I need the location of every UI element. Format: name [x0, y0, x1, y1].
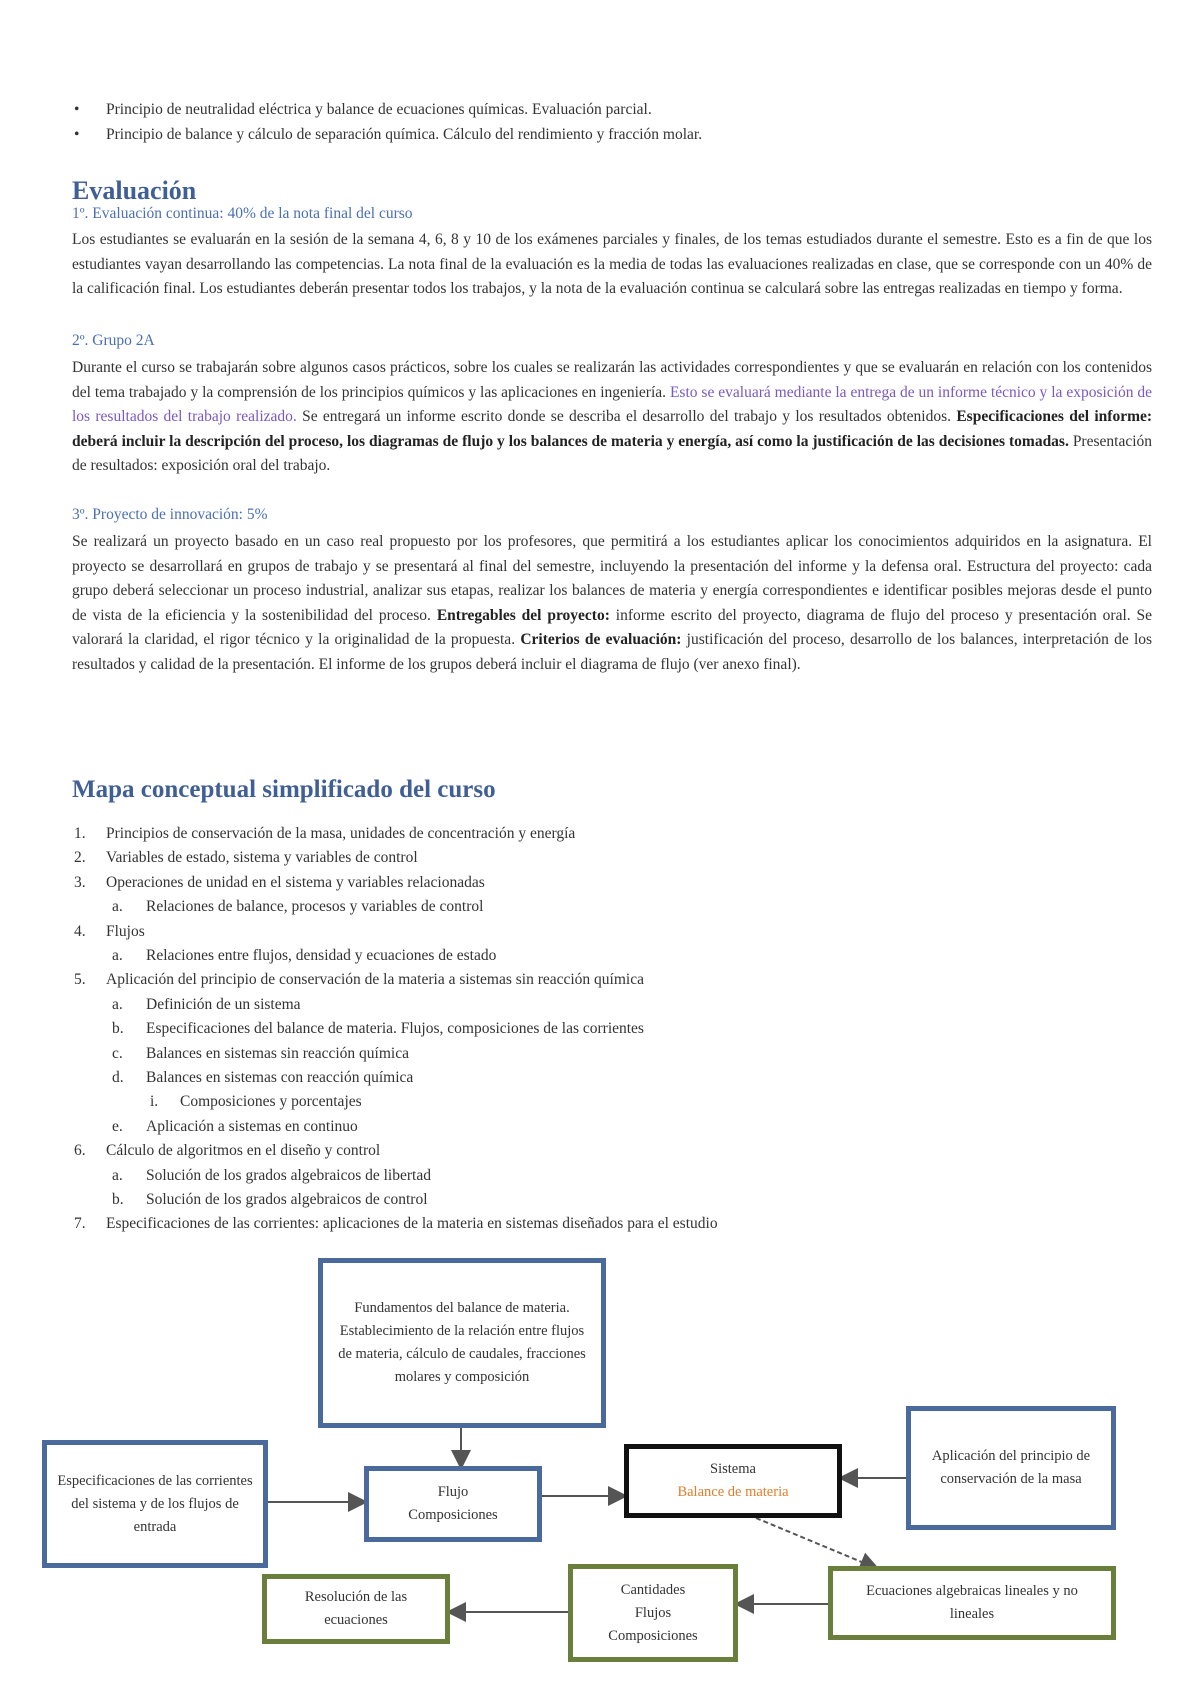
outline-item-text: Variables de estado, sistema y variables de control [106, 849, 418, 867]
outline-item-text: Solución de los grados algebraicos de control [146, 1191, 428, 1208]
node-label: Especificaciones de las corrientes del sistema y de los flujos de entrada [57, 1472, 253, 1535]
subheading-proyecto: 3º. Proyecto de innovación: 5% [72, 506, 268, 523]
outline-item-text: Relaciones entre flujos, densidad y ecuaciones de estado [146, 947, 497, 964]
subheading-grupo: 2º. Grupo 2A [72, 332, 155, 349]
bullet-text: Principio de neutralidad eléctrica y balance de ecuaciones químicas. Evaluación parcial. [106, 101, 652, 118]
outline-item-text: Balances en sistemas con reacción química [146, 1069, 414, 1086]
outline-item-text: Cálculo de algoritmos en el diseño y control [106, 1142, 381, 1160]
outline-item-number: e. [112, 1117, 123, 1135]
outline-item-text: Flujos [106, 922, 145, 940]
outline-item-number: 2. [74, 849, 86, 867]
concept-node-fundamentos [318, 1258, 606, 1428]
outline-item-text: Especificaciones del balance de materia. Flujos, composiciones de las corrientes [146, 1020, 644, 1038]
outline-item-number: a. [112, 1166, 123, 1184]
outline-item-text: Definición de un sistema [146, 995, 301, 1013]
proyecto-label-entregables: Entregables del proyecto: [436, 606, 610, 624]
paragraph-evaluacion-continua: Los estudiantes se evaluarán en la sesión de la semana 4, 6, 8 y 10 de los exámenes parciales y finales, de los temas estudiados durante el semestre. Esto es a fin de que los estudiantes vayan desarrollando las competencias. La nota final de la evaluación es la media de todas las evaluaciones realizadas en clase, que se corresponde con un 40% de la calificación final. Los estudiantes deberán presentar todos los trabajos, y la nota de la evaluación continua se calculará sobre las entregas realizadas en tiempo y forma. [72, 231, 1152, 297]
bullet: • [74, 101, 80, 118]
outline-item-number: 4. [74, 922, 86, 940]
concept-node-ecuaciones [828, 1566, 1116, 1640]
bullet-text: Principio de balance y cálculo de separación química. Cálculo del rendimiento y fracción molar. [106, 126, 703, 143]
outline-item-number: a. [112, 947, 123, 964]
grupo-strong: Especificaciones del informe: deberá incluir la descripción del proceso, los diagramas de flujo y los balances de materia y energía, así como la justificación de las decisiones tomadas. [72, 408, 1152, 450]
outline-item-number: d. [112, 1069, 124, 1086]
outline-item-number: 1. [74, 825, 86, 842]
proyecto-label-criterios: Criterios de evaluación: [520, 631, 682, 648]
outline-item-number: c. [112, 1044, 123, 1062]
bullet: • [74, 126, 80, 143]
grupo-text-2: Se entregará un informe escrito donde se describa el desarrollo del trabajo y los resultados obtenidos. [302, 408, 952, 425]
outline-item-text: Relaciones de balance, procesos y variables de control [146, 898, 484, 916]
outline-item-text: Solución de los grados algebraicos de libertad [146, 1166, 431, 1184]
node-label: Flujo [437, 1484, 469, 1500]
node-label: Sistema [710, 1461, 756, 1477]
proyecto-text-3: informe escrito del proyecto, diagrama de flujo del proceso y presentación oral. Se valorará la claridad, el rigor técnico y la originalidad de la propuesta. [72, 606, 1152, 648]
outline-item-number: 5. [74, 971, 86, 989]
concept-node-especificaciones [42, 1440, 268, 1568]
section-heading-mapa: Mapa conceptual simplificado del curso [72, 776, 496, 803]
grupo-text: Durante el curso se trabajarán sobre algunos casos prácticos, sobre los cuales se realizarán las actividades correspondientes y que se evaluarán en relación con los contenidos del tema trabajado y la comprensión de los principios químicos y las aplicaciones en ingeniería. [72, 359, 1152, 401]
node-label: Ecuaciones algebraicas lineales y no lineales [866, 1583, 1078, 1622]
subheading-evaluacion-continua: 1º. Evaluación continua: 40% de la nota final del curso [72, 205, 413, 222]
outline-item-text: Aplicación del principio de conservación de la materia a sistemas sin reacción química [106, 971, 644, 989]
concept-node-aplicacion [906, 1406, 1116, 1530]
outline-item-number: b. [112, 1020, 124, 1038]
concept-node-cantidades [568, 1564, 738, 1662]
outline-item-number: b. [112, 1191, 124, 1208]
outline-item-number: 6. [74, 1142, 86, 1160]
outline-item-number: 3. [74, 873, 86, 891]
proyecto-text-4: justificación del proceso, desarrollo de los balances, interpretación de los resultados y calidad de la presentación. El informe de los grupos deberá incluir el diagrama de flujo (ver anexo final). [72, 631, 1152, 673]
outline-item-text: Aplicación a sistemas en continuo [146, 1117, 358, 1135]
node-sublabel: Composiciones [408, 1507, 498, 1523]
node-label: Fundamentos del balance de materia. Establecimiento de la relación entre flujos de materia, cálculo de caudales, fracciones molares y composición [338, 1300, 586, 1385]
node-sublabel: Flujos [634, 1604, 672, 1621]
outline-item-text: Operaciones de unidad en el sistema y variables relacionadas [106, 873, 485, 891]
section-heading-evaluacion: Evaluación [72, 176, 197, 205]
concept-node-sistema [624, 1444, 842, 1518]
node-label: Resolución de las ecuaciones [304, 1589, 408, 1628]
outline-item-number: a. [112, 995, 123, 1013]
outline-item-text: Composiciones y porcentajes [180, 1093, 362, 1111]
node-label: Cantidades [620, 1581, 686, 1598]
outline-item-number: i. [150, 1093, 159, 1111]
node-sublabel: Composiciones [608, 1627, 698, 1644]
outline-item-text: Balances en sistemas sin reacción química [146, 1044, 409, 1062]
outline-item-text: Especificaciones de las corrientes: aplicaciones de la materia en sistemas diseñados para el estudio [106, 1215, 718, 1233]
outline-item-number: a. [112, 898, 123, 916]
concept-node-resolucion [262, 1574, 450, 1644]
grupo-link-text[interactable]: Esto se evaluará mediante la entrega de un informe técnico y la exposición de los resultados del trabajo realizado. [72, 383, 1152, 425]
outline-item-text: Principios de conservación de la masa, unidades de concentración y energía [106, 825, 576, 842]
proyecto-text: Se realizará un proyecto basado en un caso real propuesto por los profesores, que permitirá a los estudiantes aplicar los conocimientos adquiridos en la asignatura. El proyecto se desarrollará en grupos de trabajo y se presentará al final del semestre, incluyendo la presentación del informe y la defensa oral. [72, 533, 1152, 575]
proyecto-text-2: Estructura del proyecto: cada grupo deberá seleccionar un proceso industrial, analizar sus etapas, realizar los balances de materia y energía correspondientes e identificar posibles mejoras desde el punto de vista de la eficiencia y la sostenibilidad del proceso. [72, 557, 1152, 624]
grupo-text-3: Presentación de resultados: exposición oral del trabajo. [72, 432, 1152, 474]
edge-sistema-ecuaciones [756, 1518, 876, 1568]
node-label: Aplicación del principio de conservación de la masa [931, 1448, 1091, 1487]
concept-node-flujo [364, 1466, 542, 1542]
outline-item-number: 7. [74, 1215, 86, 1233]
node-highlight: Balance de materia [677, 1484, 789, 1500]
